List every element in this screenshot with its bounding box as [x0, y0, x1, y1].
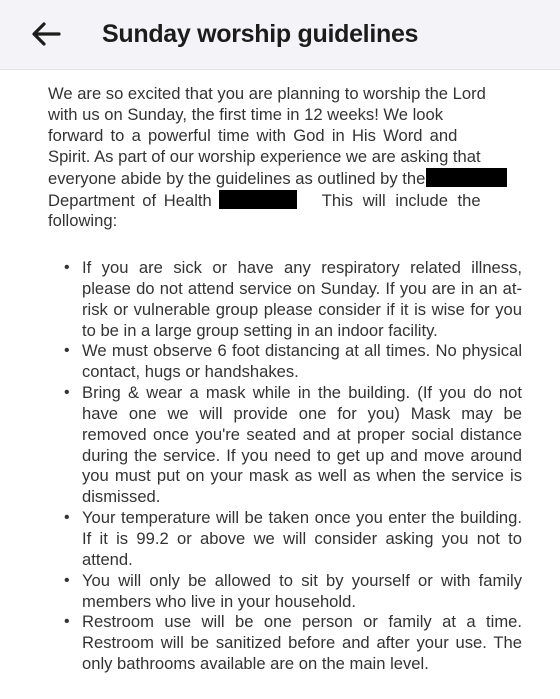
intro-line: Spirit. As part of our worship experience we are asking that	[48, 146, 481, 166]
list-item	[64, 383, 522, 508]
intro-line: with us on Sunday, the first time in 12 weeks! We look	[48, 104, 444, 124]
bullet: •	[64, 384, 70, 402]
back-button[interactable]	[26, 17, 66, 51]
intro-line-with-redaction	[48, 190, 521, 212]
intro-paragraph	[48, 84, 521, 232]
list-item	[64, 570, 522, 613]
arrow-left-icon	[31, 21, 61, 47]
redaction-bar	[426, 168, 507, 187]
page-title: Sunday worship guidelines	[102, 20, 419, 48]
list-item	[64, 612, 522, 675]
redaction-bar	[219, 190, 297, 209]
bullet: •	[64, 509, 70, 527]
bullet: •	[64, 571, 70, 589]
list-item-text: If you are sick or have any respiratory related illness, please do not attend service on Sunday. If you are in an at-risk or vulnerable group please consider if it is wise for you to be in a large group setting in an indoor facility.	[82, 258, 522, 340]
intro-line-text: This will include the	[321, 190, 481, 210]
intro-line-text: Department of Health	[48, 190, 212, 210]
bullet: •	[64, 259, 70, 276]
list-item-text: Bring & wear a mask while in the building. (If you do not have one we will provide one for you) Mask may be removed once you're seated and at proper social distance during the service. If you need to get up and move around you must put on your mask as well as when the service is dismissed.	[82, 383, 522, 507]
list-item	[64, 341, 522, 383]
intro-line-text: everyone abide by the guidelines as outlined by the	[48, 168, 426, 188]
list-item-text: Restroom use will be one person or family at a time. Restroom will be sanitized before and after your use. The only bathrooms available are on the main level.	[82, 612, 522, 674]
intro-line: We are so excited that you are planning to worship the Lord	[48, 84, 486, 103]
list-item-text: You will only be allowed to sit by yourself or with family members who live in your household.	[82, 570, 522, 611]
intro-line: forward to a powerful time with God in His Word and	[48, 125, 458, 145]
bullet: •	[64, 613, 70, 631]
bullet: •	[64, 342, 70, 360]
list-item	[64, 508, 522, 571]
list-item	[64, 258, 522, 341]
guidelines-list	[64, 258, 522, 675]
intro-line-with-redaction	[48, 168, 521, 190]
list-item-text: We must observe 6 foot distancing at all times. No physical contact, hugs or handshakes.	[82, 341, 522, 382]
list-item-text: Your temperature will be taken once you enter the building. If it is 99.2 or above we will consider asking you not to attend.	[82, 508, 522, 569]
app-header	[0, 0, 560, 70]
intro-line: following:	[48, 211, 118, 231]
post-content	[0, 70, 560, 699]
